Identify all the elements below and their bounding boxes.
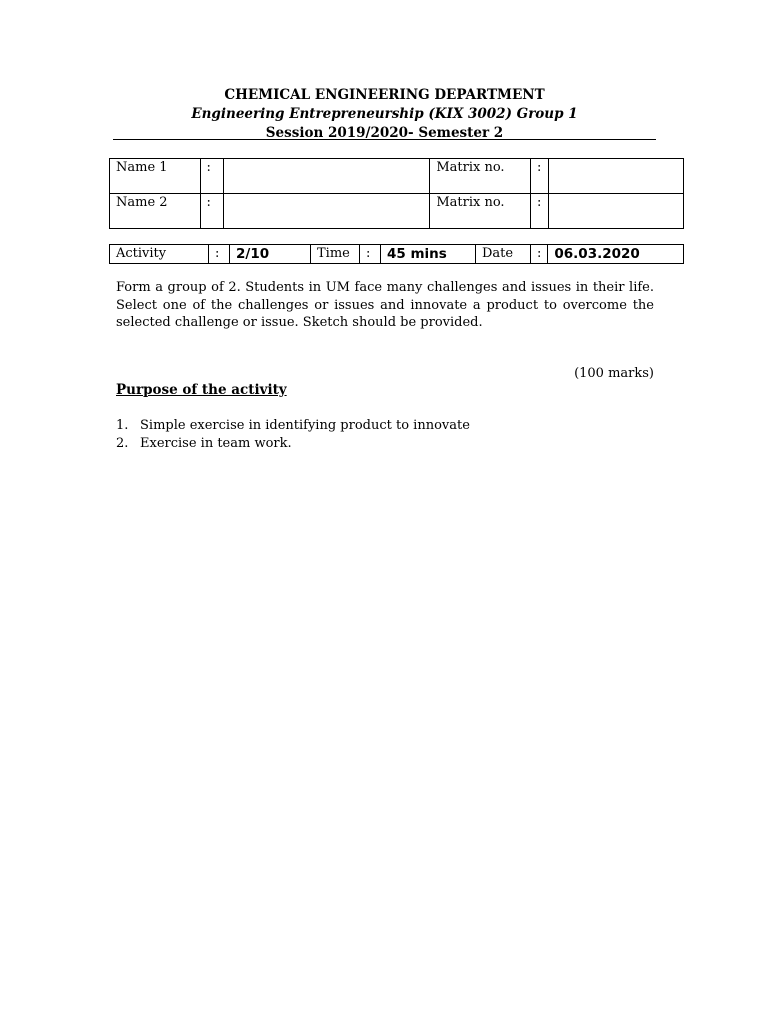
list-item-number: 1. (116, 418, 129, 433)
list-item (116, 435, 470, 453)
course-title: Engineering Entrepreneurship (KIX 3002) Group 1 (191, 106, 578, 122)
name2-colon: : (200, 194, 223, 229)
date-colon: : (531, 245, 548, 264)
time-label: Time (311, 245, 360, 264)
purpose-heading: Purpose of the activity (116, 382, 287, 398)
marks-label: (100 marks) (574, 366, 654, 381)
date-label: Date (476, 245, 531, 264)
name1-colon: : (200, 159, 223, 194)
list-item-text: Exercise in team work. (140, 436, 292, 451)
name1-field (223, 159, 429, 194)
matrix2-field (548, 194, 683, 229)
instructions-paragraph: Form a group of 2. Students in UM face many challenges and issues in their life. Select one of the challenges or issues and innovate a product to overcome the selected challenge or issue. Sketch should be provided. (116, 280, 654, 330)
activity-label: Activity (110, 245, 209, 264)
name2-field (223, 194, 429, 229)
table-row (110, 159, 684, 194)
matrix1-field (548, 159, 683, 194)
activity-colon: : (209, 245, 230, 264)
department-title: CHEMICAL ENGINEERING DEPARTMENT (224, 87, 545, 103)
student-names-table (109, 158, 684, 229)
matrix1-label: Matrix no. (430, 159, 531, 194)
time-value: 45 mins (381, 245, 476, 264)
table-row (110, 194, 684, 229)
time-colon: : (360, 245, 381, 264)
document-header (113, 86, 656, 143)
date-value: 06.03.2020 (548, 245, 684, 264)
table-row (110, 245, 684, 264)
matrix1-colon: : (531, 159, 549, 194)
list-item (116, 417, 470, 435)
header-divider (113, 139, 656, 140)
purpose-list (116, 417, 470, 453)
activity-value: 2/10 (230, 245, 311, 264)
name1-label: Name 1 (110, 159, 201, 194)
session-title: Session 2019/2020- Semester 2 (265, 125, 504, 141)
activity-info-table (109, 244, 684, 264)
matrix2-label: Matrix no. (430, 194, 531, 229)
list-item-number: 2. (116, 436, 129, 451)
name2-label: Name 2 (110, 194, 201, 229)
list-item-text: Simple exercise in identifying product to innovate (140, 418, 470, 433)
matrix2-colon: : (531, 194, 549, 229)
